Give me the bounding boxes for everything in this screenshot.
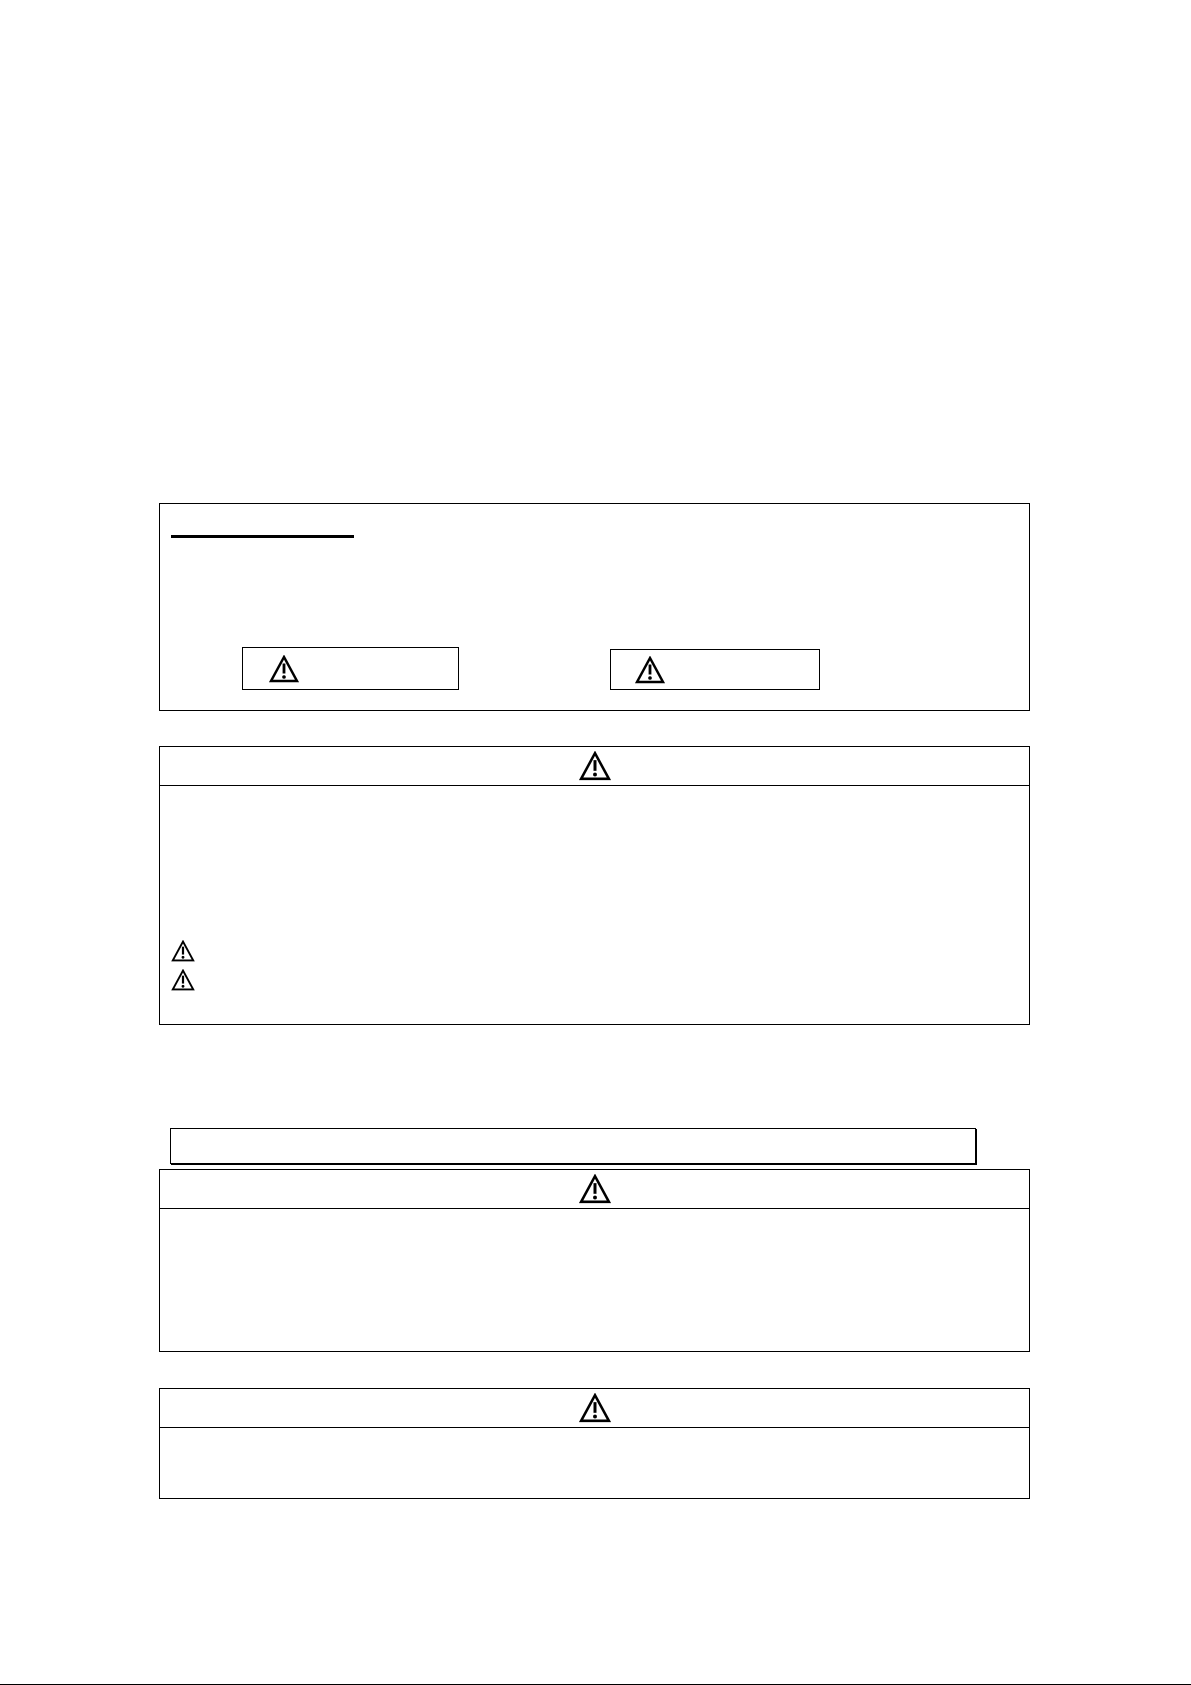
warning-box-3 [159, 1388, 1030, 1499]
label-box-2 [610, 649, 820, 690]
warning-box-header [160, 1389, 1029, 1428]
warning-icon [579, 1393, 611, 1423]
warning-icon [579, 1174, 611, 1204]
warning-icon [171, 969, 195, 991]
notice-box [159, 503, 1030, 711]
warning-box-2 [159, 1169, 1030, 1352]
bullet-row-2 [171, 969, 195, 991]
bullet-row-1 [171, 940, 195, 962]
heading-underline [171, 535, 354, 538]
warning-icon [171, 940, 195, 962]
label-box-1 [242, 647, 459, 690]
warning-box-header [160, 747, 1029, 786]
section-label-box [170, 1128, 976, 1164]
warning-box-1 [159, 746, 1030, 1025]
warning-box-header [160, 1170, 1029, 1209]
warning-icon [635, 656, 665, 684]
warning-icon [269, 655, 299, 683]
warning-icon [579, 751, 611, 781]
